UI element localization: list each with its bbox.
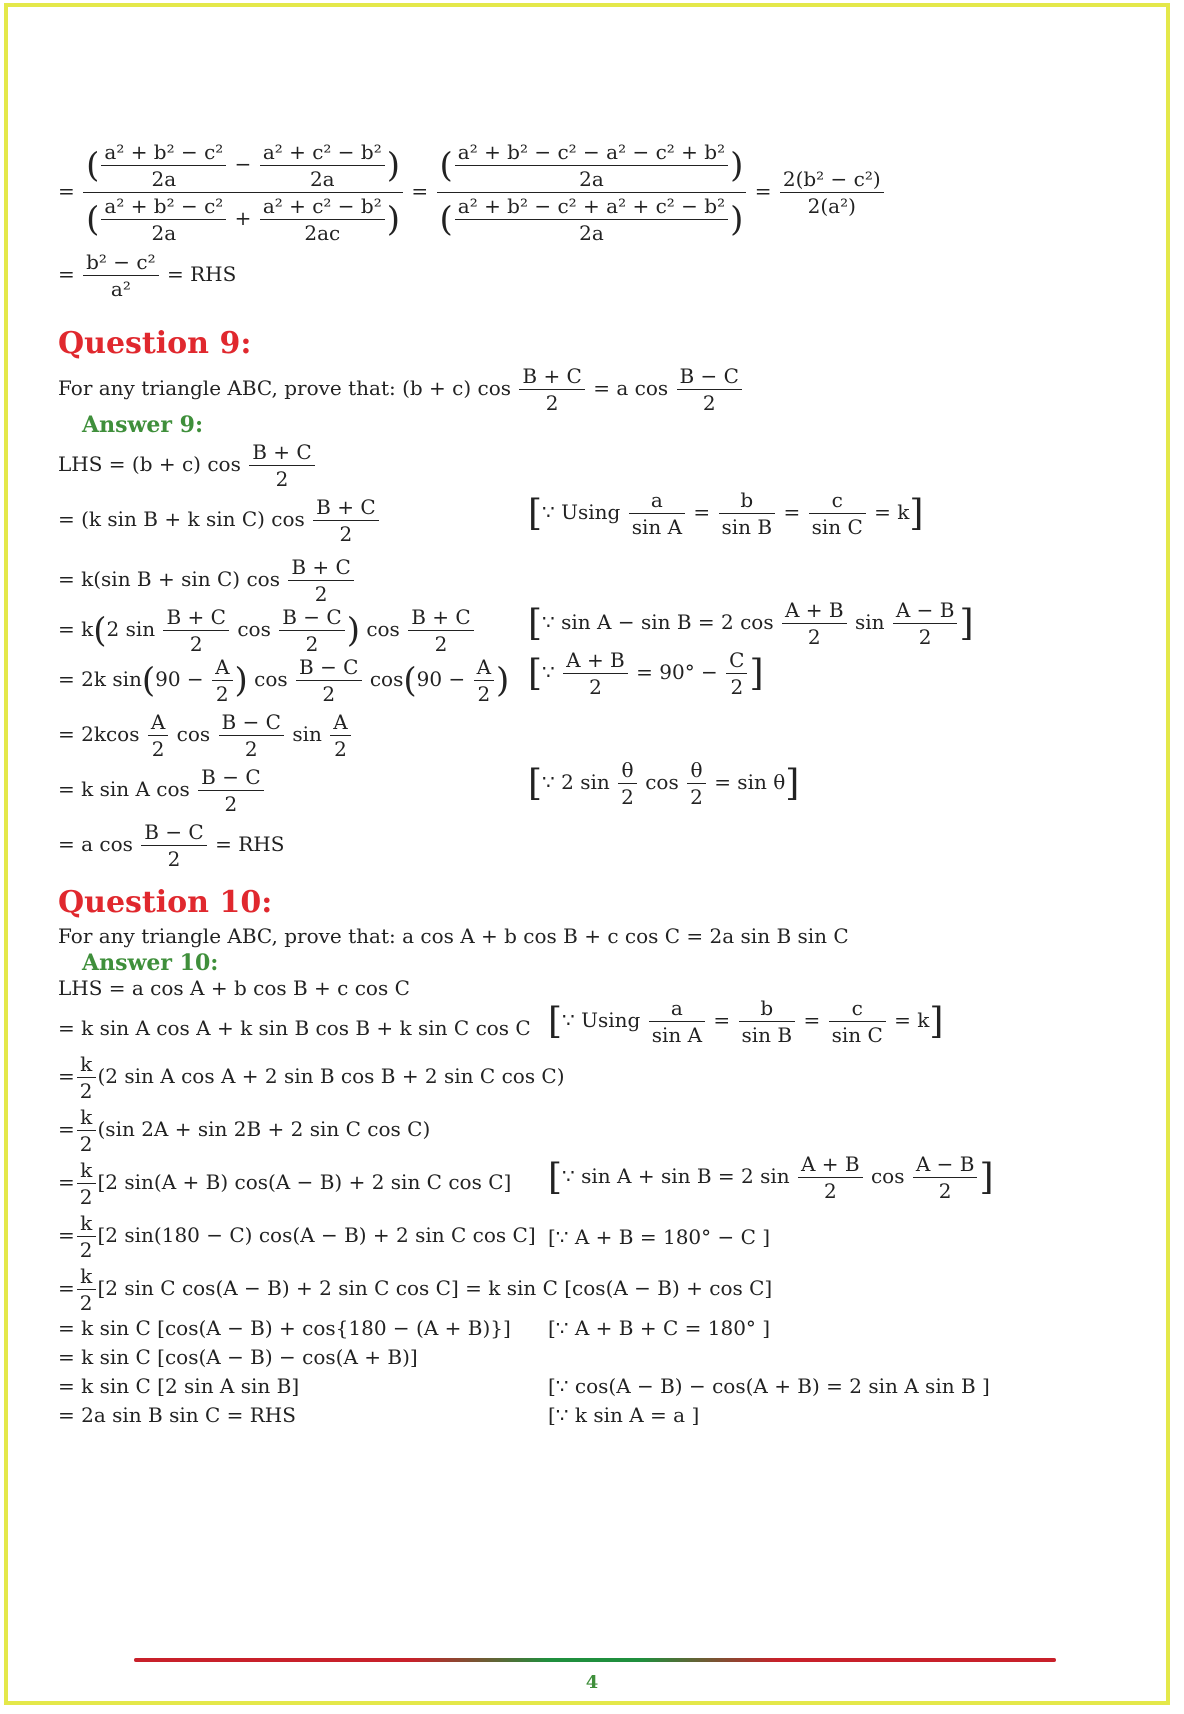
page-number: 4	[585, 1672, 599, 1693]
question-9-statement: For any triangle ABC, prove that: (b + c) cos $\frac{B + C}{2}$ = a cos $\frac{B - C}{2}$	[58, 364, 744, 415]
q10-reason-5: [∵ sin A + sin B = 2 sin $\frac{A + B}{2}$ cos $\frac{A - B}{2}$ ]	[548, 1152, 994, 1203]
big-fraction-3: $\frac{\text{2(b² − c²)}}{\text{2(a²)}}$	[780, 167, 884, 218]
q10-reason-8: [∵ A + B + C = 180° ]	[548, 1316, 771, 1340]
q10-line-3: = $\frac{k}{2}$ (2 sin A cos A + 2 sin B cos B + 2 sin C cos C)	[58, 1052, 565, 1103]
q10-line-2: = k sin A cos A + k sin B cos B + k sin C cos C	[58, 1016, 531, 1040]
q10-line-8: = k sin C [cos(A − B) + cos{180 − (A + B)}]	[58, 1316, 511, 1340]
q9-line-4: = k(2 sin $\frac{B + C}{2}$ cos $\frac{B - C}{2}$ ) cos $\frac{B + C}{2}$	[58, 605, 476, 656]
q9-line-7: = k sin A cos $\frac{B - C}{2}$	[58, 765, 266, 816]
big-fraction-1: ( $\frac{\text{a² + b² − c²}}{2a}$ − $\frac{\text{a² + c² − b²}}{2a}$ ) ( $\frac{\text{a² + b² − c²}}{2a}$ + $\frac{\text{a² + c² − b²}}{2ac}$ )	[83, 140, 403, 245]
q10-line-11: = 2a sin B sin C = RHS	[58, 1403, 296, 1427]
q9-reason-1: [∵ Using $\frac{a}{\text{sin A}}$ = $\frac{b}{\text{sin B}}$ = $\frac{c}{\text{sin C}}$ = k]	[528, 488, 924, 539]
q10-line-5: = $\frac{k}{2}$ [2 sin(A + B) cos(A − B) + 2 sin C cos C]	[58, 1158, 512, 1209]
q9-line-8: = a cos $\frac{B - C}{2}$ = RHS	[58, 820, 285, 871]
question-9-title: Question 9:	[58, 326, 252, 361]
q10-line-1: LHS = a cos A + b cos B + c cos C	[58, 976, 410, 1000]
q10-reason-2: [∵ Using $\frac{a}{\text{sin A}}$ = $\frac{b}{\text{sin B}}$ = $\frac{c}{\text{sin C}}$ = k]	[548, 996, 944, 1047]
q9-line-5: = 2k sin(90 − $\frac{A}{2}$ ) cos $\frac{B - C}{2}$ cos(90 − $\frac{A}{2}$ )	[58, 655, 510, 706]
q9-line-1: LHS = (b + c) cos $\frac{B + C}{2}$	[58, 440, 317, 491]
q10-reason-6: [∵ A + B = 180° − C ]	[548, 1225, 771, 1249]
q10-line-10: = k sin C [2 sin A sin B]	[58, 1374, 300, 1398]
footer-divider	[134, 1658, 1056, 1662]
big-fraction-2: ( $\frac{\text{a² + b² − c² − a² − c² + b²}}{2a}$ ) ( $\frac{\text{a² + b² − c² + a² + c² − b²}}{2a}$ )	[437, 140, 747, 245]
answer-10-title: Answer 10:	[82, 950, 219, 976]
answer-9-title: Answer 9:	[82, 412, 204, 438]
prev-proof-line-2: = $\frac{\text{b² − c²}}{\text{a²}}$ = RHS	[58, 250, 237, 301]
q9-line-6: = 2kcos $\frac{A}{2}$ cos $\frac{B - C}{2}$ sin $\frac{A}{2}$	[58, 710, 353, 761]
q9-line-3: = k(sin B + sin C) cos $\frac{B + C}{2}$	[58, 555, 356, 606]
q10-line-4: = $\frac{k}{2}$ (sin 2A + sin 2B + 2 sin C cos C)	[58, 1105, 431, 1156]
q9-line-2: = (k sin B + k sin C) cos $\frac{B + C}{2}$	[58, 495, 381, 546]
q10-line-6: = $\frac{k}{2}$ [2 sin(180 − C) cos(A − B) + 2 sin C cos C]	[58, 1211, 536, 1262]
prev-proof-line-1: = ( $\frac{\text{a² + b² − c²}}{2a}$ − $\frac{\text{a² + c² − b²}}{2a}$ ) ( $\frac{\text{a² + b² − c²}}{2a}$ + $\frac{\text{a² + c² − b²}}{2ac}$ ) = ( $\frac{\text{a² + b² − c² − a² − c² + b²}}{2a}$ ) ( $\frac{\text{a² + b² − c² + a² + c² − b²}}{2a}$ ) = $\frac{\text{2(b² − c²)}}{\text{2(a²)}}$	[58, 140, 886, 245]
question-10-statement: For any triangle ABC, prove that: a cos A + b cos B + c cos C = 2a sin B sin C	[58, 924, 849, 948]
q9-reason-4: [∵ 2 sin $\frac{\theta}{2}$ cos $\frac{\theta}{2}$ = sin θ]	[528, 758, 800, 809]
q10-reason-10: [∵ cos(A − B) − cos(A + B) = 2 sin A sin B ]	[548, 1374, 990, 1398]
q10-line-7: = $\frac{k}{2}$ [2 sin C cos(A − B) + 2 sin C cos C] = k sin C [cos(A − B) + cos C]	[58, 1264, 773, 1315]
q10-reason-11: [∵ k sin A = a ]	[548, 1403, 700, 1427]
q10-line-9: = k sin C [cos(A − B) − cos(A + B)]	[58, 1345, 418, 1369]
q9-reason-3: [∵ $\frac{A + B}{2}$ = 90° − $\frac{C}{2}$ ]	[528, 648, 764, 699]
question-10-title: Question 10:	[58, 885, 273, 920]
q9-reason-2: [∵ sin A − sin B = 2 cos $\frac{A + B}{2}$ sin $\frac{A - B}{2}$ ]	[528, 598, 974, 649]
